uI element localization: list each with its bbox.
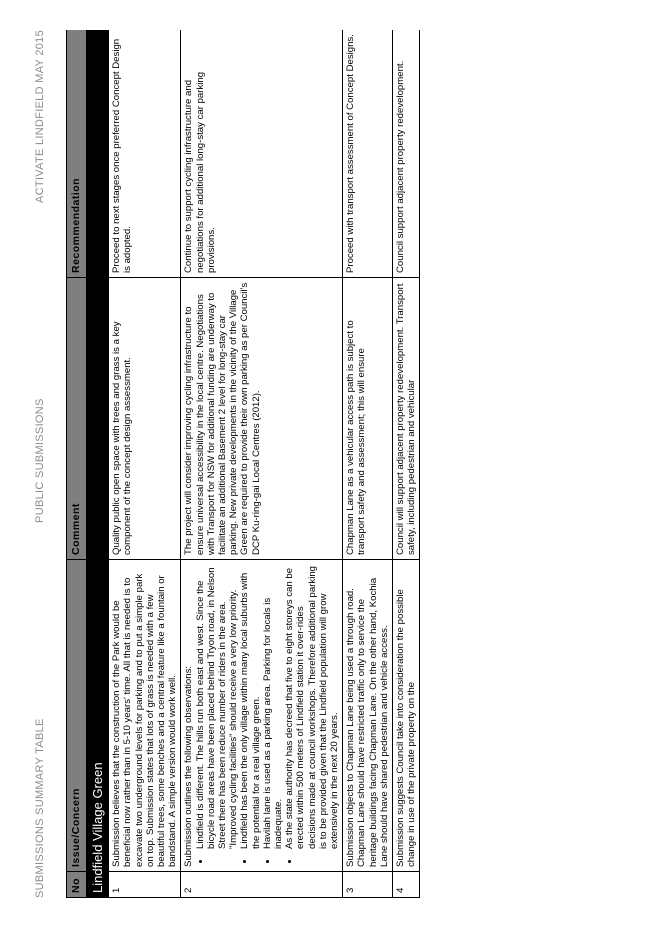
table-row (181, 30, 343, 898)
table-row (393, 30, 420, 898)
column-header-issue: Issue/Concern (67, 560, 87, 872)
row-number: 3 (343, 872, 393, 898)
header-center-title: PUBLIC SUBMISSIONS (34, 398, 46, 523)
issue-intro: Submission outlines the following observations: (183, 665, 195, 867)
comment-cell: The project will consider improving cycling infrastructure to ensure universal accessibility in the local centre. Negotiations with Transport for NSW for additional funding are underway to facilitate an additional Basement 2 level for long-stay car parking. New private developments in the vicinity of the Village Green are required to provide their own parking as per Council's DCP Ku-ring-gai Local Centres (2012). (181, 278, 343, 560)
comment-cell: Quality public open space with trees and grass is a key component of the concept design assessment. (109, 278, 181, 560)
table-row (343, 30, 393, 898)
column-header-comment: Comment (67, 278, 87, 560)
issue-bullet-list (195, 564, 341, 867)
issue-bullet: • Lindfield has been the only village within many local suburbs with the potential for a real village green. (239, 564, 261, 851)
section-title: Lindfield Village Green (87, 30, 109, 898)
issue-cell: Submission objects to Chapman Lane being used a through road. Chapman Lane should have restricted traffic only to service the heritage buildings facing Chapman Lane. On the other hand, Kochia Lane should have shared pedestrian and vehicle access. (343, 560, 393, 872)
issue-cell: Submission believes that the construction of the Park would be beneficial now rather than in 5-10 years' time. All that is needed is to excavate two underground levels for parking and to put a simple park on top. Submission states that lots of grass is needed with a few beautiful trees, some benches and a central feature like a fountain or bandstand. A simple version would work well. (109, 560, 181, 872)
header-left-title: SUBMISSIONS SUMMARY TABLE (34, 718, 46, 898)
recommendation-cell: Proceed to next stages once preferred Concept Design is adopted. (109, 30, 181, 278)
comment-cell: Council will support adjacent property redevelopment. Transport safety, including pedestrian and vehicular (393, 278, 420, 560)
table-header-row (67, 30, 87, 898)
comment-cell: Chapman Lane as a vehicular access path is subject to transport safety and assessment; this will ensure (343, 278, 393, 560)
recommendation-cell: Council support adjacent property redevelopment. (393, 30, 420, 278)
issue-bullet: • As the state authority has decreed that five to eight storeys can be erected within 500 meters of Lindfield station it over-rides decisions made at council workshops. Therefore additional parking is to be provided given that the Lindfield population will grow extensively in the next 20 years. (284, 564, 340, 851)
row-number: 2 (181, 872, 343, 898)
section-row (87, 30, 109, 898)
issue-cell: Submission suggests Council take into consideration the possible change in use of the private property on the (393, 560, 420, 872)
issue-cell (181, 560, 343, 872)
column-header-no: No (67, 872, 87, 898)
column-header-recommendation: Recommendation (67, 30, 87, 278)
page-header (30, 30, 50, 898)
submissions-table (66, 30, 420, 898)
submissions-table-container (66, 30, 626, 898)
recommendation-cell: Continue to support cycling infrastructure and negotiations for additional long-stay car parking provisions. (181, 30, 343, 278)
recommendation-cell: Proceed with transport assessment of Concept Designs. (343, 30, 393, 278)
issue-bullet: • Havilah lane is used as a parking area. Parking for locals is inadequate. (262, 564, 284, 851)
row-number: 1 (109, 872, 181, 898)
row-number: 4 (393, 872, 420, 898)
header-right-title: ACTIVATE LINDFIELD MAY 2015 (34, 30, 46, 203)
table-row (109, 30, 181, 898)
issue-bullet: • Lindfield is different. The hills run both east and west. Since the bicycle road areas have been placed behind Tryon road, in Nelson Street there has been reduce number of riders in the area. "Improved cycling facilities" should receive a very low priority. (195, 564, 240, 851)
